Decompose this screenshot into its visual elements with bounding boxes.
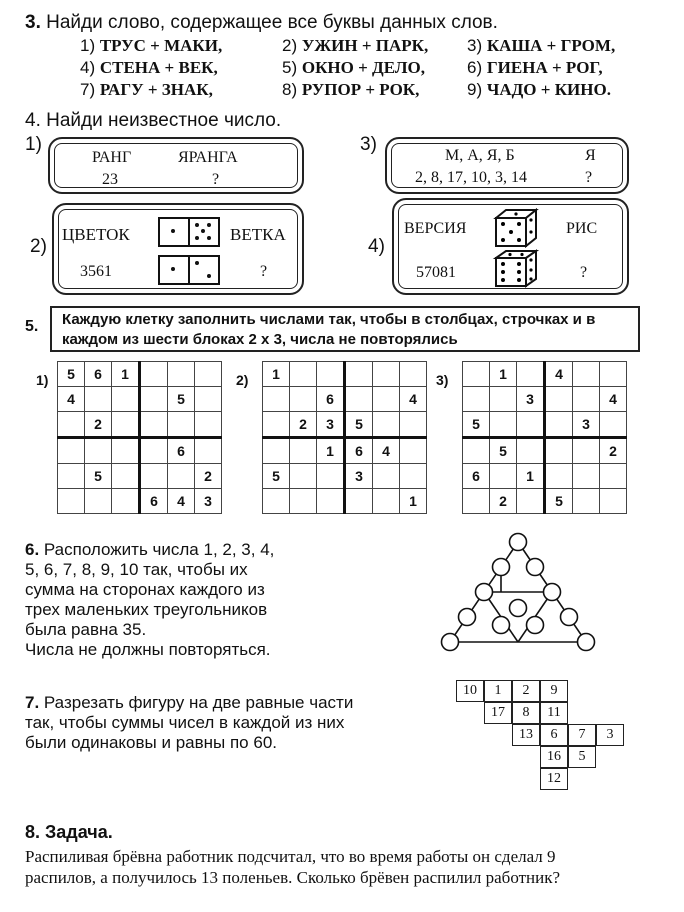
- card4-word1: ВЕРСИЯ: [404, 220, 467, 237]
- sudoku-cell[interactable]: [195, 362, 222, 387]
- sudoku-cell[interactable]: [263, 412, 290, 438]
- card3-question-letter: Я: [585, 147, 596, 164]
- sudoku-cell[interactable]: 1: [490, 362, 517, 387]
- task4-card2: [52, 203, 304, 295]
- sudoku-cell[interactable]: 1: [263, 362, 290, 387]
- card1-value2: ?: [212, 171, 220, 188]
- word-pair: 4) СТЕНА + ВЕК,: [80, 58, 218, 77]
- task5-instructions: Каждую клетку заполнить числами так, чтобы в столбцах, строчках и в каждом из шести блоках 2 х 3, числа не повторялись: [50, 306, 640, 352]
- sudoku-cell[interactable]: [290, 464, 317, 489]
- sudoku-cell[interactable]: [168, 464, 195, 489]
- figure-cell: 3: [596, 724, 624, 746]
- sudoku-cell[interactable]: 1: [317, 438, 345, 464]
- figure-cell: 2: [512, 680, 540, 702]
- domino-tile-top: [158, 217, 220, 247]
- sudoku-cell[interactable]: [545, 464, 573, 489]
- sudoku-cell[interactable]: [195, 387, 222, 412]
- word-pair: 9) ЧАДО + КИНО.: [467, 80, 611, 99]
- sudoku-label: 2): [236, 372, 249, 388]
- sudoku-cell[interactable]: 1: [517, 464, 545, 489]
- sudoku-cell[interactable]: [58, 464, 85, 489]
- sudoku-cell[interactable]: [140, 362, 168, 387]
- word-pair: 1) ТРУС + МАКИ,: [80, 36, 223, 55]
- text-line: трех маленьких треугольников: [25, 600, 268, 619]
- figure-cell: 5: [568, 746, 596, 768]
- sudoku-cell[interactable]: 5: [58, 362, 85, 387]
- sudoku-cell[interactable]: 5: [168, 387, 195, 412]
- sudoku-cell[interactable]: 3: [195, 489, 222, 514]
- task6-text: [25, 540, 274, 660]
- sudoku-cell[interactable]: 4: [58, 387, 85, 412]
- card2-word1: ЦВЕТОК: [62, 225, 130, 244]
- sudoku-cell[interactable]: [400, 412, 427, 438]
- task4-card4: [392, 198, 629, 295]
- sudoku-cell[interactable]: 5: [545, 489, 573, 514]
- sudoku-cell[interactable]: 5: [85, 464, 112, 489]
- sudoku-cell[interactable]: [517, 438, 545, 464]
- sudoku-cell[interactable]: 4: [168, 489, 195, 514]
- task5-number: 5.: [25, 318, 39, 335]
- figure-cell: 11: [540, 702, 568, 724]
- word-pair: 8) РУПОР + РОК,: [282, 80, 420, 99]
- sudoku-cell[interactable]: [573, 464, 600, 489]
- sudoku-cell[interactable]: 2: [195, 464, 222, 489]
- sudoku-cell[interactable]: [140, 412, 168, 438]
- sudoku-cell[interactable]: 1: [400, 489, 427, 514]
- sudoku-cell[interactable]: [373, 464, 400, 489]
- sudoku-cell[interactable]: 2: [600, 438, 627, 464]
- sudoku-cell[interactable]: 4: [400, 387, 427, 412]
- sudoku-cell[interactable]: 1: [112, 362, 140, 387]
- card1-word1: РАНГ: [92, 149, 132, 166]
- figure-cell: 1: [484, 680, 512, 702]
- sudoku-cell[interactable]: 6: [345, 438, 373, 464]
- sudoku-cell[interactable]: [400, 438, 427, 464]
- text-line: Распиливая брёвна работник подсчитал, что во время работы он сделал 9: [25, 847, 556, 866]
- sudoku-cell[interactable]: [85, 387, 112, 412]
- sudoku-cell[interactable]: [463, 387, 490, 412]
- sudoku-cell[interactable]: [373, 489, 400, 514]
- sudoku-cell[interactable]: [195, 438, 222, 464]
- sudoku-cell[interactable]: 4: [600, 387, 627, 412]
- sudoku-cell[interactable]: [85, 438, 112, 464]
- sudoku-cell[interactable]: [58, 438, 85, 464]
- text-line: сумма на сторонах каждого из: [25, 580, 265, 599]
- sudoku-cell[interactable]: [112, 438, 140, 464]
- word-pair: 3) КАША + ГРОМ,: [467, 36, 616, 55]
- sudoku-label: 3): [436, 372, 449, 388]
- figure-cell: 16: [540, 746, 568, 768]
- text-line: так, чтобы суммы чисел в каждой из них: [25, 713, 345, 732]
- sudoku-cell[interactable]: 5: [463, 412, 490, 438]
- sudoku-cell[interactable]: [373, 412, 400, 438]
- domino-tile-bottom: [158, 255, 220, 285]
- sudoku-cell[interactable]: [573, 489, 600, 514]
- sudoku-grid: [262, 361, 427, 514]
- card2-value1: 3561: [80, 263, 112, 280]
- sudoku-cell[interactable]: 5: [345, 412, 373, 438]
- sudoku-cell[interactable]: [573, 387, 600, 412]
- sudoku-cell[interactable]: [290, 438, 317, 464]
- sudoku-grid: [462, 361, 627, 514]
- task4-card1-number: 1): [25, 134, 42, 155]
- sudoku-cell[interactable]: [400, 464, 427, 489]
- dice-bottom-icon: [492, 248, 540, 290]
- card3-value2: ?: [585, 169, 593, 186]
- sudoku-cell[interactable]: 2: [85, 412, 112, 438]
- sudoku-cell[interactable]: [545, 412, 573, 438]
- sudoku-cell[interactable]: 6: [463, 464, 490, 489]
- sudoku-cell[interactable]: [263, 387, 290, 412]
- sudoku-cell[interactable]: 4: [545, 362, 573, 387]
- sudoku-cell[interactable]: [112, 387, 140, 412]
- sudoku-cell[interactable]: 3: [573, 412, 600, 438]
- sudoku-cell[interactable]: [290, 387, 317, 412]
- sudoku-cell[interactable]: [58, 412, 85, 438]
- sudoku-cell[interactable]: [463, 489, 490, 514]
- text-line: Числа не должны повторяться.: [25, 640, 271, 659]
- text-line: были одинаковы и равны по 60.: [25, 733, 277, 752]
- text-line: 6. Расположить числа 1, 2, 3, 4,: [25, 540, 275, 559]
- sudoku-cell[interactable]: 6: [168, 438, 195, 464]
- text-line: распилов, а получилось 13 поленьев. Сколько брёвен распилил работник?: [25, 868, 561, 887]
- sudoku-cell[interactable]: 5: [490, 438, 517, 464]
- triangle-diagram: [438, 530, 613, 660]
- sudoku-cell[interactable]: [290, 489, 317, 514]
- card2-value2: ?: [260, 263, 268, 280]
- figure-cell: 9: [540, 680, 568, 702]
- sudoku-grid: [57, 361, 222, 514]
- task4-card1: [48, 137, 304, 194]
- card3-letters: М, А, Я, Б: [445, 147, 515, 164]
- sudoku-cell[interactable]: 6: [140, 489, 168, 514]
- card3-numbers: 2, 8, 17, 10, 3, 14: [415, 169, 527, 186]
- task4-card4-number: 4): [368, 236, 385, 257]
- sudoku-cell[interactable]: [140, 438, 168, 464]
- sudoku-cell[interactable]: 6: [85, 362, 112, 387]
- sudoku-cell[interactable]: [195, 412, 222, 438]
- sudoku-cell[interactable]: [373, 387, 400, 412]
- task4-card3-number: 3): [360, 134, 377, 155]
- task8-text: [25, 846, 560, 888]
- sudoku-cell[interactable]: [168, 412, 195, 438]
- sudoku-cell[interactable]: [112, 412, 140, 438]
- sudoku-cell[interactable]: [573, 362, 600, 387]
- word-pair: 2) УЖИН + ПАРК,: [282, 36, 429, 55]
- figure-cell: 10: [456, 680, 484, 702]
- sudoku-cell[interactable]: 5: [263, 464, 290, 489]
- figure-cell: 8: [512, 702, 540, 724]
- sudoku-cell[interactable]: [345, 362, 373, 387]
- sudoku-cell[interactable]: [600, 489, 627, 514]
- task8-heading: 8. Задача.: [25, 822, 113, 842]
- word-pair: 7) РАГУ + ЗНАК,: [80, 80, 213, 99]
- sudoku-cell[interactable]: 4: [373, 438, 400, 464]
- sudoku-cell[interactable]: [345, 489, 373, 514]
- task3-heading: 3. Найди слово, содержащее все буквы данных слов.: [25, 12, 498, 33]
- sudoku-cell[interactable]: [112, 464, 140, 489]
- sudoku-cell[interactable]: [263, 438, 290, 464]
- sudoku-cell[interactable]: [317, 464, 345, 489]
- text-line: 7. Разрезать фигуру на две равные части: [25, 693, 354, 712]
- sudoku-cell[interactable]: [517, 489, 545, 514]
- text-line: 5, 6, 7, 8, 9, 10 так, чтобы их: [25, 560, 248, 579]
- sudoku-cell[interactable]: 2: [490, 489, 517, 514]
- sudoku-cell[interactable]: [317, 362, 345, 387]
- word-pair: 6) ГИЕНА + РОГ,: [467, 58, 603, 77]
- card1-word2: ЯРАНГА: [178, 149, 238, 166]
- sudoku-cell[interactable]: [140, 387, 168, 412]
- figure-cell: 12: [540, 768, 568, 790]
- sudoku-cell[interactable]: 6: [317, 387, 345, 412]
- task4-heading: 4. Найди неизвестное число.: [25, 110, 282, 131]
- sudoku-cell[interactable]: [140, 464, 168, 489]
- sudoku-cell[interactable]: [490, 412, 517, 438]
- sudoku-cell[interactable]: [517, 362, 545, 387]
- sudoku-cell[interactable]: [490, 387, 517, 412]
- sudoku-cell[interactable]: [112, 489, 140, 514]
- card4-value2: ?: [580, 264, 588, 281]
- figure-cell: 17: [484, 702, 512, 724]
- sudoku-cell[interactable]: [263, 489, 290, 514]
- sudoku-cell[interactable]: [600, 412, 627, 438]
- sudoku-cell[interactable]: [400, 362, 427, 387]
- card4-word2: РИС: [566, 220, 598, 237]
- sudoku-cell[interactable]: [290, 362, 317, 387]
- sudoku-cell[interactable]: [373, 362, 400, 387]
- card4-value1: 57081: [416, 264, 456, 281]
- task7-text: [25, 693, 353, 753]
- sudoku-cell[interactable]: [600, 464, 627, 489]
- sudoku-cell[interactable]: [58, 489, 85, 514]
- sudoku-cell[interactable]: [600, 362, 627, 387]
- sudoku-cell[interactable]: [85, 489, 112, 514]
- sudoku-cell[interactable]: [517, 412, 545, 438]
- figure-cell: 7: [568, 724, 596, 746]
- word-pair: 5) ОКНО + ДЕЛО,: [282, 58, 425, 77]
- figure-cell: 13: [512, 724, 540, 746]
- task4-card2-number: 2): [30, 236, 47, 257]
- sudoku-cell[interactable]: [573, 438, 600, 464]
- text-line: была равна 35.: [25, 620, 147, 639]
- sudoku-cell[interactable]: [463, 438, 490, 464]
- card1-value1: 23: [102, 171, 118, 188]
- sudoku-cell[interactable]: 3: [345, 464, 373, 489]
- sudoku-cell[interactable]: [345, 387, 373, 412]
- sudoku-cell[interactable]: 3: [317, 412, 345, 438]
- sudoku-cell[interactable]: 3: [517, 387, 545, 412]
- sudoku-cell[interactable]: [168, 362, 195, 387]
- card2-word2: ВЕТКА: [230, 225, 286, 244]
- sudoku-cell[interactable]: [463, 362, 490, 387]
- figure-cell: 6: [540, 724, 568, 746]
- dice-top-icon: [492, 206, 540, 250]
- task4-card3: [385, 137, 629, 194]
- sudoku-cell[interactable]: 2: [290, 412, 317, 438]
- sudoku-cell[interactable]: [317, 489, 345, 514]
- sudoku-label: 1): [36, 372, 49, 388]
- sudoku-cell[interactable]: [545, 438, 573, 464]
- sudoku-cell[interactable]: [545, 387, 573, 412]
- sudoku-cell[interactable]: [490, 464, 517, 489]
